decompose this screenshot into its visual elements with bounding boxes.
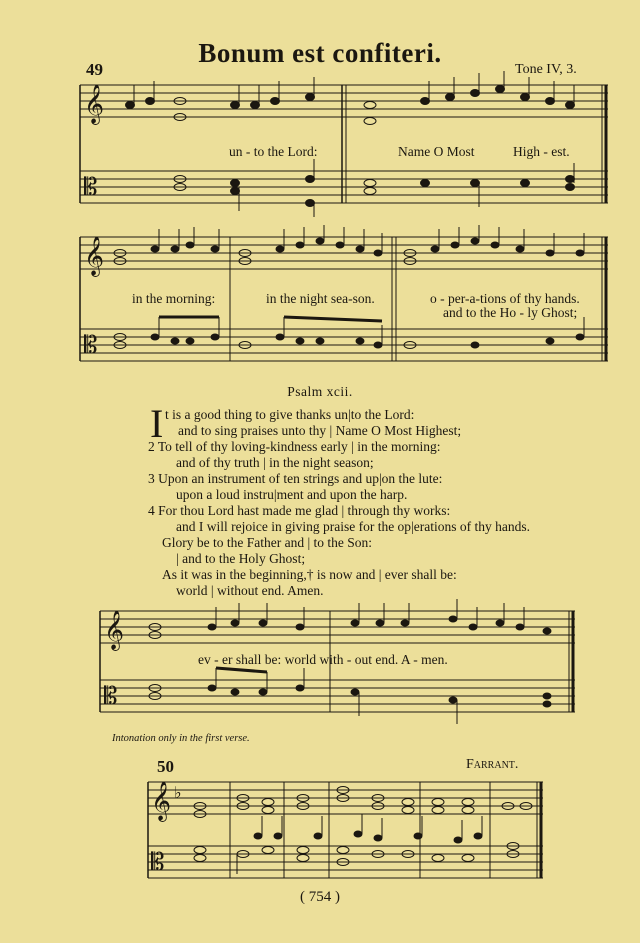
chant-number-49: 49	[86, 60, 103, 79]
verse-3-line-1: 3 Upon an instrument of ten strings and up|on the lute:	[148, 471, 443, 486]
svg-text:𝄞: 𝄞	[84, 238, 105, 275]
verse-2-line-1: 2 To tell of thy loving-kindness early | in the morning:	[148, 439, 441, 454]
svg-text:𝄡: 𝄡	[151, 850, 165, 876]
page-title: Bonum est confiteri.	[198, 38, 442, 68]
lyric-s2-3: o - per-a-tions of thy hands.	[430, 291, 580, 306]
amen-lyrics: ev - er shall be: world with - out end. A - men.	[198, 652, 448, 667]
svg-text:♭: ♭	[174, 785, 182, 802]
verse-4-line-1: 4 For thou Lord hast made me glad | through thy works:	[148, 503, 451, 518]
composer-label: Farrant.	[466, 757, 519, 772]
lyric-s2-2: in the night sea-son.	[266, 291, 375, 306]
svg-text:𝄡: 𝄡	[84, 333, 98, 359]
page-number: ( 754 )	[300, 889, 340, 905]
lyric-s2-4: and to the Ho - ly Ghost;	[443, 305, 578, 320]
verse-1-line-2: and to sing praises unto thy | Name O Most Highest;	[178, 423, 462, 438]
svg-text:𝄞: 𝄞	[151, 783, 172, 820]
psalm-heading: Psalm xcii.	[287, 384, 353, 399]
gloria-line-2: | and to the Holy Ghost;	[176, 551, 306, 566]
lyric-s2-1: in the morning:	[132, 291, 216, 306]
tone-label: Tone IV, 3.	[515, 62, 577, 77]
staff-chant-50	[148, 778, 548, 888]
lyric-s1-2: Name O Most	[398, 144, 475, 159]
gloria-line-4: world | without end. Amen.	[176, 583, 324, 598]
svg-text:𝄡: 𝄡	[104, 684, 118, 710]
verse-4-line-2: and I will rejoice in giving praise for the op|erations of thy hands.	[176, 519, 530, 534]
drop-cap: I	[150, 401, 164, 446]
gloria-line-1: Glory be to the Father and | to the Son:	[162, 535, 373, 550]
treble-clef-icon: 𝄞	[84, 86, 105, 123]
verse-1-line-1: t is a good thing to give thanks un|to the Lord:	[165, 407, 415, 422]
gloria-line-3: As it was in the beginning,† is now and | ever shall be:	[162, 567, 457, 582]
chant-number-50: 50	[157, 757, 174, 776]
verse-3-line-2: upon a loud instru|ment and upon the harp.	[176, 487, 408, 502]
intonation-note: Intonation only in the first verse.	[112, 733, 250, 744]
lyric-s1-3: High - est.	[513, 144, 570, 159]
verse-2-line-2: and of thy truth | in the night season;	[176, 455, 374, 470]
lyric-s1-1: un - to the Lord:	[229, 144, 318, 159]
staff-amen	[100, 603, 580, 733]
c-clef-icon: 𝄡	[84, 175, 98, 201]
svg-text:𝄞: 𝄞	[104, 612, 125, 649]
